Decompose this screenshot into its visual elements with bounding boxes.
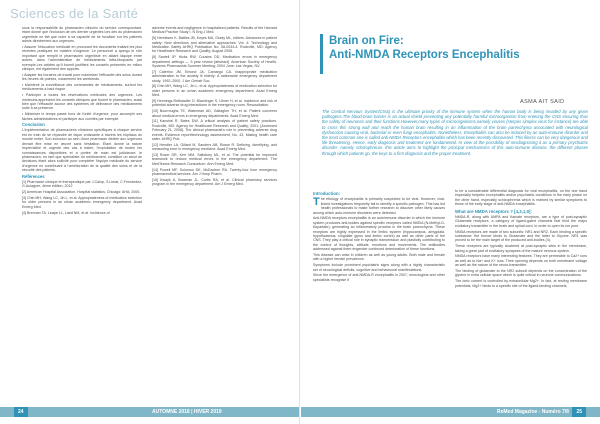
reference-item: [12] Hendler LA, Gillard M, Sanders AB, Rosse R. Defining, identifying, and measuring error in emergency medicine. Acad Emerg Med. [152, 142, 277, 152]
intro-text: he etiology of encephalitis is primarily suspected to be viral. However, viral-linked investigations frequently fail to identify a specific pathogen. This has led health professionals to make further research to discover other likely causes among which auto-immune disorders were detected. [313, 197, 445, 215]
reference-item: [2] American Hospital Association. Hospital statistics. Chicago: AHA; 2000. [22, 190, 141, 195]
article-abstract: The Central Nervous System(CNS) is the ultimate priority of the immune system when the human body is being invaded by any given pathogens.The blood-brain barrier is an actual shield preventing any potentially harmful microorganism from entering the CNS ensuring thus the safety of neurones and their functions.However,many types of microorganisms,namely viruses (Herpes simplex virus for instance) are able to cross this strong wall and reach the human brain resulting in an inflammation of the brain parenchyma associated with neurological dysfunction causing viral, bacterial or even fungi encephalitis. Nonetheless, Encephalitis can also be induced by an auto-immune disorder and the most common one is called anti-NMDA Receptors encephalitis which has been recently discovered. This illness can be very dangerous and life threatening. Hence, early diagnosis and treatment are fundamental. In view of the possibility of misdiagnosing it as a primary psychiatric disorder -namely schizophrenia- this article aims to highlight the principal mechanisms of this auto-immune disease, the different phases through which patients go, the keys to a firm diagnosis and the proper treatment. [322, 109, 588, 156]
reference-item: [14] Powell MF, Solomon DK, McEachen RA. Twenty-four hour emergency pharmaceutical services. Am J Hosp Pharm. [152, 167, 277, 177]
paragraph: • Assurer l'éducation médicale en procurant les documents traitant les plus récentes pratiques en matière d'urgence. Le personnel a apergu le rôle important que remplit le pharmacien urgentiste en aidant lâquipe entre autres, dans l'administration de médicaments bêta-bloquants par exemple.Les articles qu'il fournit justifient les conseils présentés en milieu clinique, ent également des apports. [22, 45, 142, 72]
drop-cap: T [313, 196, 320, 209]
reference-item: [1] Pharmacie clinique et thérapeutique par J.Calop, S.Limat, C.Fernandez, G.Aulagner, 4ème édition, 2012 [22, 179, 142, 189]
reference-item: [8] Chin MH, Wang LC, Jin L, et al. Appropriateness of medication selection for older persons in an urban academic emergency department. Acad Emerg Med. [152, 84, 277, 98]
left-column-1 [22, 26, 142, 401]
title-line-2: Anti-NMDA Receptors Encephalitis [329, 49, 520, 61]
reference-item: [11] Kaushal R, Bates DW. A critical analysis of patient safety practices. Rockville, MD: Agency for Healthcare Research and Quality; 2001. [Accessed February 21, 2008]. The clinical pharmacist's role in preventing adverse drug events. Evidence report/technology assessment, No. 43, Making health care safer. AHRQ Pub. [152, 119, 277, 142]
right-page-number: 25 [572, 407, 586, 417]
issue-label: AUTOMNE 2018 | HIVER 2019 [152, 409, 222, 415]
paragraph: This disease can arise in children as well as young adults. Both male and female with a higher female prevalence. [313, 253, 445, 262]
intro-paragraph [313, 197, 445, 215]
left-column-2 [152, 26, 277, 401]
paragraph: sous la responsabilité du pharmacien clinicien du service correspondant. étant donné que l'inclusion de ces dernier urgentes lors des du pharmacien urgentiste ne fait que nuire à sa capacité de se focaliser sur les patients admis directement aux urgences. [22, 26, 142, 44]
reference-item: [5] Henriksen K, Battles JB, Keyes MA, Grady ML, editors. Advances in patient safety: New directions and alternative approaches. Vol. 4: Technology and Medication Safety AHRQ Publication No. 08-0034-4. Rockville, MD: Agency for Healthcare Research and Quality; August 2008. [152, 36, 277, 54]
paragraph: • Maintenir la surveillance des commandes de médicaments, surtout les médicaments à haut risque. [22, 83, 142, 92]
right-column-1 [313, 189, 445, 403]
reference-item: [7] Caterino JM, Emond JA, Camargo CA. Inappropriate medication administration to the acutely ill elderly: A nationwide emergency department study, 1992–2000. J Am Geriatr Soc. [152, 69, 277, 83]
reference-item: [6] Santell JP, Hicks RW, Cousins DD. Medication errors in emergency department settings — 5 year review [abstract]. American Society of Health-Systems Pharmacists Summer Meeting; 2004 June; Las Vegas, NV. [152, 55, 277, 69]
reference-item: [15] Kwayk A, Bowman JL, Curtis RA, et al. Clinical pharmacy services program in the emergency department. Am J Emerg Med. [152, 177, 277, 187]
conclusion-heading: Conclusion [22, 122, 45, 128]
left-page-number: 24 [14, 407, 28, 417]
paragraph: • Participer à toutes les réservations médicales des urgences. Les médecins apprécient les conseils cliniques que fournit le pharmacien, aussi bien que l'efficacité accrue des systèmes de délivrance des médicaments suite à sa présence. [22, 93, 142, 111]
paragraph: • Minimiser le temps passé hors de l'unité d'urgence, pour accomplir ses tâches administratives et participer aux comités par exemple. [22, 112, 142, 121]
introduction-heading: Introduction: [313, 191, 341, 196]
left-footer [0, 407, 299, 417]
conclusion-text: L'implémentation de pharmaciens cliniciens spécifiques à chaque service est en train de se répandre de façon croissante à travers les hôpitaux du monde entier. Son inclusion au sein d'une pharmacie dédiée aux urgences devrait être mise en œuvre sans hésitation. Étant donné la nature imprévisible et urgente des cas à traiter, l'exploitation de toutes les connaissances disponibles et a portée de main est judicieuse: le pharmacien, en tant que spécialiste du médicament, constitue un atout de décisions étant alors sollicité pour compléter l'équipe médicale du service d'urgence en contribuant à l'amélioration de la qualité des soins et de la sécurité des patients. [22, 128, 142, 173]
reference-item: adverse events and negligence in hospitalized patients. Results of the Harvard Medical Practice Study I. N Eng J Med. [152, 26, 277, 35]
magazine-label: ReMed Magazine - Numéro 7/8 [497, 409, 569, 415]
reference-item: [13] Roser DR, Kerr MM, Salisbury ML, et al. The potential for improved teamwork to reduce medical errors in the emergency department. The MedTeams Research Consortium. Ann Emerg Med. [152, 153, 277, 166]
nmda-heading: What are NMDA receptors ? [4,3,1,0]: [455, 208, 532, 214]
section-title: Sciences de la Santé [10, 6, 139, 21]
paragraph: The binding of glutamate to the NR2 subunit depends on the concentration of the glycine in extra cellular space which is quite critical in neurone communications. [455, 269, 587, 278]
paragraph: These receptors are typically clustered at post-synaptic sites in the membrane, taking a great part of excitatory synapses of the mature nervous system. [455, 244, 587, 253]
article-author: ASMA AIT SAID [520, 99, 565, 105]
references-heading: Références [22, 173, 45, 179]
right-column-2 [455, 189, 587, 403]
reference-item: [10] Bourroughs TE, Waterman AD, Gallagher TH, et al. Patient concerns about medical errors in emergency departments. Acad Emerg Med. [152, 109, 277, 118]
right-footer [301, 407, 600, 417]
reference-item: [4] Brennan TA, Leape LL, Laird NM, et al. Incidence of [22, 210, 110, 215]
title-line-1: Brain on Fire: [329, 35, 404, 47]
paragraph: to be a considerable differential diagnosis for viral encephalitis, on the one hand especially herpetic encephalitis and/or psychiatric conditions in the early phase on the other hand, especially schizophrenia which is marked by similar symptoms to those of the early stage of anti-NMDA encephalitis. [455, 189, 587, 207]
paragraph: NMDA receptors have many interesting features. They are permeable to Ca2+ ions as well as to Na+ and K+ ions. Their opening depends on both membrane voltage as well as the nature of the neuro-transmitter. [455, 254, 587, 268]
paragraph: Since the emergence of anti-NMDA-R encephalitis in 2007, neurologists and other specialists recognise it [313, 273, 445, 282]
paragraph: The ionic current is controlled by extracellular Mg2+. In fact, at resting membrane potentials, Mg2+ binds to a specific site of the ligand-binding channels, [455, 279, 587, 288]
paragraph: NMDA receptors are made of two subunits: NR1 and NR2. Each binding a specific substance: the former binds to Glutamate and the latter to Glycine. NR1 was proved to be the main target of the produced anti-bodies (4). [455, 229, 587, 243]
reference-item: [9] Hennings-Rettstadler D, Blachinger S, Ulmer H, et al. Incidence and risk of potential adverse drug interactions in the emergency room. Resuscitation. [152, 99, 277, 108]
article-title [320, 34, 520, 74]
paragraph: Anti-NMDA receptors encephalitis is an autoimmune disorder in which the immune system produces anti-bodies against specific receptors called NMDA (N-Methyl-D-Aspartate); generating an inflammatory process in the brain parenchyma. These receptors are highly expressed in the limbic system (hippocampus, amygdala, hypothalamus, cingulate gyrus and limbic cortex) as well as other parts of the CNS. They play a critical role in synaptic transmission and plasticity contributing to the control of thoughts, attitude, emotions and movements. The antibodies addressed against them engender continued deterioration of these functions. [313, 216, 445, 252]
paragraph: Symptoms include prominent psychiatric signs along with a highly characteristic set of neurological deficits, cognitive and behavioural manifestations. [313, 263, 445, 272]
paragraph: NMDA-R, along with AMPA and Kainate receptors, are a type of post-synaptic Glutamate receptors, a category of ligand-gated channels that bind the major excitatory transmitter in the brain and spinal cord, in order to open its ion pore. [455, 215, 587, 228]
reference-item: [3] Chin MH, Wang LC, Jin L, et al. Appropriateness of medication selection for older persons in an urban academic emergency department. Acad Emerg Med. [22, 195, 142, 209]
paragraph: • Adapter les horaires de travail pour maximiser l'efficacité des soins durant les heures de pointes, notamment les weekends. [22, 72, 142, 82]
